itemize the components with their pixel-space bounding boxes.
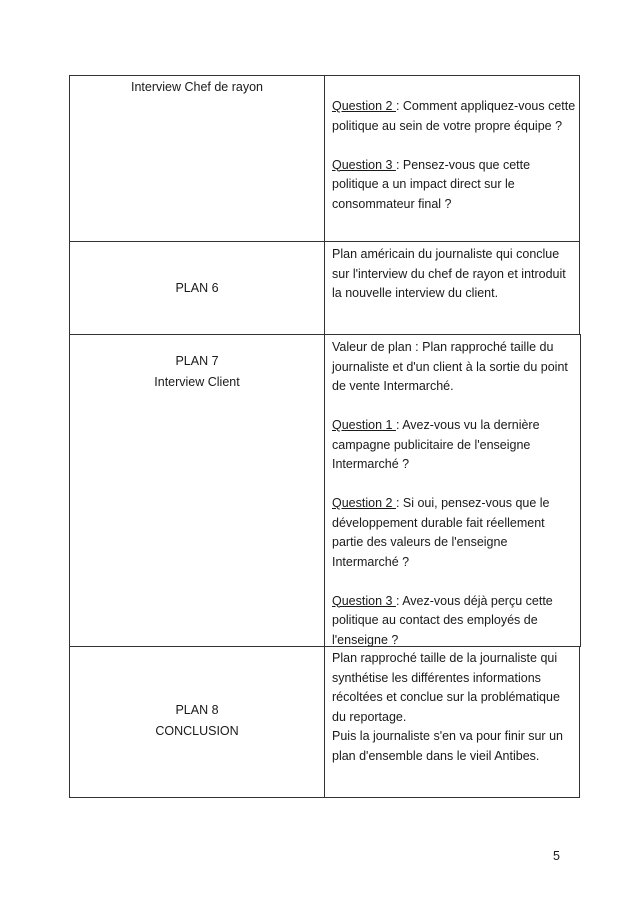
plan-subtitle: CONCLUSION [155,724,239,738]
description-paragraph: Puis la journaliste s'en va pour finir sur un plan d'ensemble dans le vieil Antibes. [332,729,563,763]
row-label: Interview Chef de rayon [130,80,263,94]
row-label-cell [70,278,324,299]
description-text: Plan américain du journaliste qui conclue sur l'interview du chef de rayon et introduit la nouvelle interview du client. [332,247,566,300]
question-paragraph [332,156,577,215]
row-description-cell [332,338,577,650]
row-description-cell [332,649,577,766]
question-paragraph [332,416,577,475]
row-label-cell [70,351,324,393]
description-paragraph [332,338,577,397]
table-row [69,75,580,242]
question-text: : Comment appliquez-vous cette politique au sein de votre propre équipe ? [332,99,576,133]
row-label-cell [70,77,324,98]
question-paragraph [332,494,577,572]
plan-number: PLAN 8 [175,703,219,717]
plan-number: PLAN 7 [175,354,219,368]
table-row [69,241,580,335]
row-description-cell [332,245,577,304]
description-paragraph: Plan rapproché taille de la journaliste qui synthétise les différentes informations récoltées et conclue sur la problématique du reportage. [332,651,560,724]
table-row [69,334,581,647]
row-label-cell [70,700,324,742]
question-label: Question 3 [332,593,396,608]
question-text: : Si oui, pensez-vous que le développement durable fait réellement partie des valeurs de l'enseigne Intermarché ? [332,496,550,569]
row-label: PLAN 6 [175,281,219,295]
plan-subtitle: Interview Client [154,375,240,389]
question-text: : Avez-vous vu la dernière campagne publicitaire de l'enseigne Intermarché ? [332,418,540,471]
description-text: Valeur de plan : Plan rapproché taille du journaliste et d'un client à la sortie du point de vente Intermarché. [332,340,568,393]
description-paragraph [332,245,577,304]
question-text: : Pensez-vous que cette politique a un impact direct sur le consommateur final ? [332,157,531,211]
question-text: : Avez-vous déjà perçu cette politique au contact des employés de l'enseigne ? [332,593,553,647]
question-paragraph [332,592,577,651]
table-row [69,646,580,798]
question-label: Question 2 [332,99,396,113]
question-label: Question 2 [332,496,396,510]
question-paragraph [332,97,577,136]
row-description-cell [332,97,577,214]
question-label: Question 1 [332,418,396,432]
question-label: Question 3 [332,157,396,172]
page-number: 5 [553,849,560,863]
